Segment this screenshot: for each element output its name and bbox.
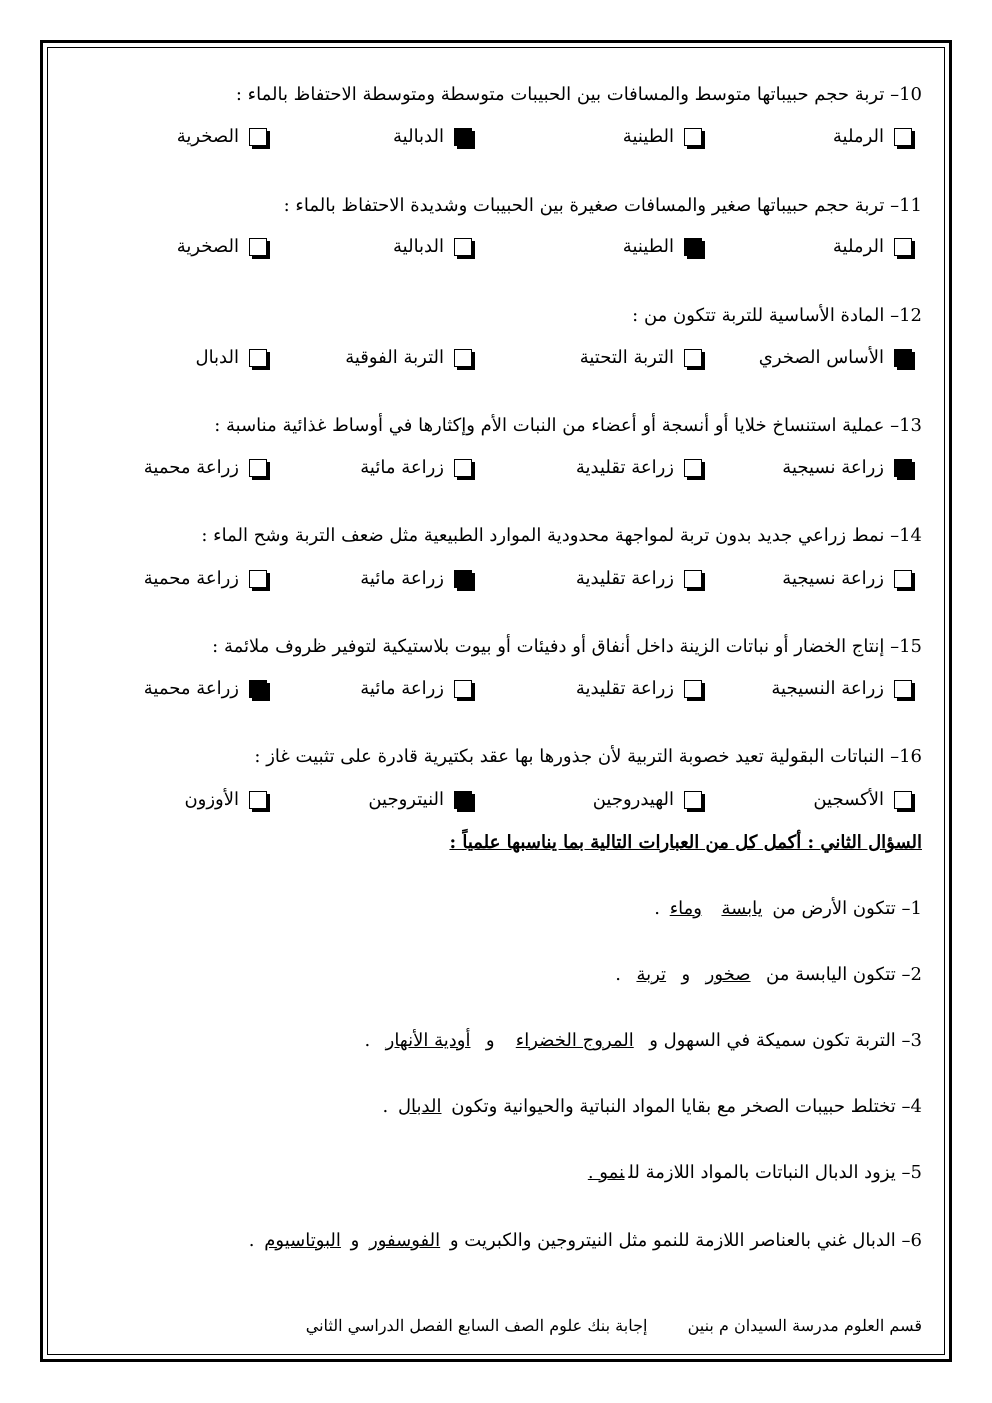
answer-blank: المروج الخضراء <box>515 1030 634 1051</box>
option-q16-3[interactable] <box>368 789 472 810</box>
option-q15-2[interactable] <box>576 678 702 699</box>
question-number: 10 <box>899 84 922 105</box>
option-q14-1[interactable] <box>782 568 912 589</box>
option-q15-1[interactable] <box>771 678 912 699</box>
footer-title: إجابة بنك علوم الصف السابع الفصل الدراسي الثاني <box>305 1316 648 1335</box>
checkbox[interactable] <box>894 238 912 256</box>
statement-text: يزود الدبال النباتات بالمواد اللازمة لل <box>628 1162 896 1183</box>
question-14: 14– نمط زراعي جديد بدون تربة لمواجهة محدودية الموارد الطبيعية مثل ضعف التربة وشح الماء : <box>201 525 922 546</box>
option-label: زراعة النسيجية <box>771 678 884 699</box>
checkbox[interactable] <box>249 238 267 256</box>
question-10: 10– تربة حجم حبيباتها متوسط والمسافات بين الحبيبات متوسطة ومتوسطة الاحتفاظ بالماء : <box>235 84 922 105</box>
option-label: الدبالية <box>393 236 444 257</box>
question-number: 14 <box>899 525 922 546</box>
question-text: نمط زراعي جديد بدون تربة لمواجهة محدودية الموارد الطبيعية مثل ضعف التربة وشح الماء : <box>201 525 885 546</box>
fill-number: 2 <box>910 964 922 985</box>
option-q16-2[interactable] <box>593 789 702 810</box>
option-q10-4[interactable] <box>177 126 267 147</box>
statement-text: . <box>382 1096 394 1117</box>
fill-item-5: 5– يزود الدبال النباتات بالمواد اللازمة للنمو . <box>584 1162 922 1183</box>
option-label: زراعة تقليدية <box>575 568 674 589</box>
checkbox[interactable] <box>684 570 702 588</box>
option-label: الصخرية <box>176 236 239 257</box>
option-label: الطينية <box>622 126 674 147</box>
option-label: النيتروجين <box>368 789 444 810</box>
checked-checkbox[interactable] <box>894 459 912 477</box>
checked-checkbox[interactable] <box>454 791 472 809</box>
option-label: الأساس الصخري <box>758 347 884 368</box>
option-label: الدبال <box>195 347 239 368</box>
option-q15-3[interactable] <box>360 678 472 699</box>
option-label: زراعة تقليدية <box>575 457 674 478</box>
question-text: إنتاج الخضار أو نباتات الزينة داخل أنفاق أو دفيئات أو بيوت بلاستيكية لتوفير ظروف ملائمة : <box>212 636 885 657</box>
question-number: 13 <box>899 415 922 436</box>
option-label: زراعة مائية <box>360 568 444 589</box>
question-11: 11– تربة حجم حبيباتها صغير والمسافات صغيرة بين الحبيبات وشديدة الاحتفاظ بالماء : <box>283 195 922 216</box>
option-label: الرملية <box>832 236 884 257</box>
question-16: 16– النباتات البقولية تعيد خصوبة التربية لأن جذورها بها عقد بكتيرية قادرة على تثبيت غاز : <box>254 746 922 767</box>
question-15: 15– إنتاج الخضار أو نباتات الزينة داخل أنفاق أو دفيئات أو بيوت بلاستيكية لتوفير ظروف ملائمة : <box>212 636 922 657</box>
option-label: زراعة مائية <box>360 678 444 699</box>
question-number: 12 <box>899 305 922 326</box>
option-q10-2[interactable] <box>623 126 702 147</box>
checkbox[interactable] <box>894 128 912 146</box>
option-label: الهيدروجين <box>592 789 674 810</box>
answer-blank: الدبال <box>397 1096 442 1117</box>
option-q12-1[interactable] <box>759 347 912 368</box>
question-text: المادة الأساسية للتربة تتكون من : <box>632 305 885 326</box>
option-label: زراعة مائية <box>360 457 444 478</box>
question-text: تربة حجم حبيباتها متوسط والمسافات بين الحبيبات متوسطة ومتوسطة الاحتفاظ بالماء : <box>235 84 885 105</box>
statement-text: . <box>654 898 666 919</box>
answer-blank: تربة <box>636 964 667 985</box>
fill-number: 5 <box>910 1162 922 1183</box>
statement-text <box>706 898 717 919</box>
option-q13-1[interactable] <box>782 457 912 478</box>
checkbox[interactable] <box>249 128 267 146</box>
page-footer <box>306 1316 922 1335</box>
footer-school: قسم العلوم مدرسة السيدان م بنين <box>687 1316 922 1335</box>
option-q11-3[interactable] <box>393 236 472 257</box>
option-label: زراعة نسيجية <box>782 568 884 589</box>
fill-item-1: 1– تتكون الأرض من يابسة وماء . <box>654 898 922 919</box>
statement-text: و <box>344 1230 366 1251</box>
answer-blank: أودية الأنهار <box>385 1030 471 1051</box>
option-q14-3[interactable] <box>360 568 472 589</box>
statement-text: تتكون الأرض من <box>766 898 896 919</box>
option-q10-1[interactable] <box>833 126 912 147</box>
option-label: التربة التحتية <box>579 347 674 368</box>
option-label: التربة الفوقية <box>345 347 444 368</box>
answer-blank: الفوسفور <box>369 1230 441 1251</box>
option-label: زراعة نسيجية <box>782 457 884 478</box>
fill-number: 6 <box>910 1230 922 1251</box>
answer-blank: البوتاسيوم <box>264 1230 341 1251</box>
option-q14-2[interactable] <box>576 568 702 589</box>
statement-text: و <box>474 1030 512 1051</box>
option-q11-1[interactable] <box>833 236 912 257</box>
fill-number: 1 <box>910 898 922 919</box>
answer-blank: صخور <box>705 964 751 985</box>
checkbox[interactable] <box>454 459 472 477</box>
fill-item-3: 3– التربة تكون سميكة في السهول و المروج الخضراء و أودية الأنهار . <box>364 1030 922 1051</box>
question-text: عملية استنساخ خلايا أو أنسجة أو أعضاء من النبات الأم وإكثارها في أوساط غذائية مناسبة : <box>214 415 885 436</box>
checkbox[interactable] <box>894 791 912 809</box>
statement-text: . <box>615 964 633 985</box>
question-12: 12– المادة الأساسية للتربة تتكون من : <box>632 305 922 326</box>
option-q12-2[interactable] <box>580 347 702 368</box>
answer-blank: يابسة <box>721 898 763 919</box>
checked-checkbox[interactable] <box>249 680 267 698</box>
section-2-heading: السؤال الثاني : أكمل كل من العبارات التالية بما يناسبها علمياً : <box>449 832 922 853</box>
option-q15-4[interactable] <box>144 678 267 699</box>
option-q12-3[interactable] <box>345 347 472 368</box>
option-label: زراعة محمية <box>143 457 239 478</box>
option-label: زراعة تقليدية <box>575 678 674 699</box>
option-label: الدبالية <box>393 126 444 147</box>
question-number: 16 <box>899 746 922 767</box>
option-label: زراعة محمية <box>143 678 239 699</box>
option-q16-4[interactable] <box>184 789 267 810</box>
checkbox[interactable] <box>249 791 267 809</box>
option-q16-1[interactable] <box>813 789 912 810</box>
checked-checkbox[interactable] <box>894 349 912 367</box>
statement-text: التربة تكون سميكة في السهول و <box>637 1030 896 1051</box>
option-q10-3[interactable] <box>393 126 472 147</box>
option-q11-4[interactable] <box>177 236 267 257</box>
checkbox[interactable] <box>684 791 702 809</box>
option-q12-4[interactable] <box>195 347 267 368</box>
statement-text: . <box>364 1030 382 1051</box>
fill-number: 3 <box>910 1030 922 1051</box>
checked-checkbox[interactable] <box>454 128 472 146</box>
option-q13-3[interactable] <box>360 457 472 478</box>
option-label: الصخرية <box>176 126 239 147</box>
checkbox[interactable] <box>454 680 472 698</box>
option-q11-2[interactable] <box>623 236 702 257</box>
fill-item-4: 4– تختلط حبيبات الصخر مع بقايا المواد النباتية والحيوانية وتكون الدبال . <box>382 1096 922 1117</box>
option-label: زراعة محمية <box>143 568 239 589</box>
option-q14-4[interactable] <box>144 568 267 589</box>
statement-text: الدبال غني بالعناصر اللازمة للنمو مثل النيتروجين والكبريت و <box>444 1230 896 1251</box>
question-number: 11 <box>899 195 922 216</box>
checked-checkbox[interactable] <box>454 570 472 588</box>
checked-checkbox[interactable] <box>684 238 702 256</box>
answer-blank: وماء <box>669 898 702 919</box>
option-label: الأوزون <box>184 789 239 810</box>
question-13: 13– عملية استنساخ خلايا أو أنسجة أو أعضاء من النبات الأم وإكثارها في أوساط غذائية مناسبة : <box>214 415 922 436</box>
option-q13-4[interactable] <box>144 457 267 478</box>
question-text: النباتات البقولية تعيد خصوبة التربية لأن جذورها بها عقد بكتيرية قادرة على تثبيت غاز : <box>254 746 885 767</box>
checkbox[interactable] <box>249 570 267 588</box>
checkbox[interactable] <box>249 459 267 477</box>
option-label: الأكسجين <box>813 789 884 810</box>
checkbox[interactable] <box>684 128 702 146</box>
option-label: الرملية <box>832 126 884 147</box>
statement-text: و <box>670 964 702 985</box>
checkbox[interactable] <box>454 349 472 367</box>
fill-item-2: 2– تتكون اليابسة من صخور و تربة . <box>615 964 922 985</box>
fill-item-6: 6– الدبال غني بالعناصر اللازمة للنمو مثل النيتروجين والكبريت و الفوسفور و البوتاسيوم . <box>248 1230 922 1251</box>
question-text: تربة حجم حبيباتها صغير والمسافات صغيرة بين الحبيبات وشديدة الاحتفاظ بالماء : <box>283 195 885 216</box>
checkbox[interactable] <box>454 238 472 256</box>
fill-number: 4 <box>910 1096 922 1117</box>
checkbox[interactable] <box>684 680 702 698</box>
checkbox[interactable] <box>684 459 702 477</box>
question-number: 15 <box>899 636 922 657</box>
option-q13-2[interactable] <box>576 457 702 478</box>
checkbox[interactable] <box>894 570 912 588</box>
statement-text: . <box>248 1230 261 1251</box>
statement-text: تختلط حبيبات الصخر مع بقايا المواد النباتية والحيوانية وتكون <box>445 1096 896 1117</box>
checkbox[interactable] <box>249 349 267 367</box>
checkbox[interactable] <box>894 680 912 698</box>
option-label: الطينية <box>622 236 674 257</box>
answer-blank: نمو . <box>587 1162 625 1183</box>
checkbox[interactable] <box>684 349 702 367</box>
statement-text: تتكون اليابسة من <box>754 964 896 985</box>
